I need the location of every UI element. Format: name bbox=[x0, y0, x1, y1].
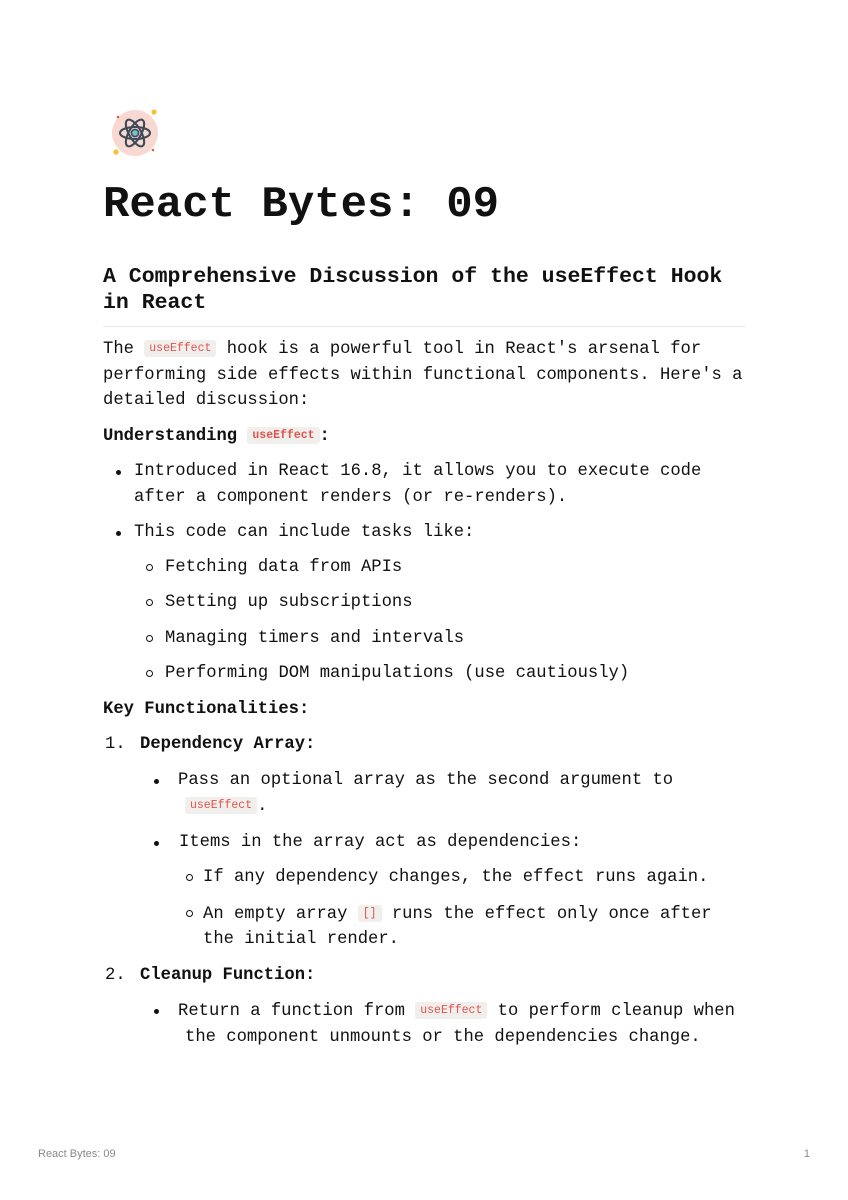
inline-code: useEffect bbox=[185, 797, 257, 814]
list-item-text: An empty array bbox=[203, 904, 358, 924]
tasks-list bbox=[134, 555, 748, 687]
inline-code: useEffect bbox=[415, 1002, 487, 1019]
list-item-text: runs the effect only once after the initial render. bbox=[203, 904, 712, 949]
divider bbox=[103, 326, 746, 327]
key-functionalities-list bbox=[103, 732, 748, 1050]
list-item-text: Return a function from bbox=[178, 1002, 416, 1021]
list-item bbox=[164, 830, 748, 953]
document-body bbox=[103, 336, 748, 1060]
inline-code: [] bbox=[358, 905, 382, 922]
intro-paragraph bbox=[103, 336, 748, 414]
inline-code: useEffect bbox=[144, 340, 216, 357]
sub-list bbox=[164, 998, 748, 1050]
list-item-text: Introduced in React 16.8, it allows you to execute code after a component renders (or re-renders). bbox=[134, 462, 702, 507]
list-item-text: Items in the array act as dependencies: bbox=[179, 832, 582, 852]
item-title: Cleanup Function: bbox=[140, 965, 316, 985]
list-item-text: to perform cleanup when the component unmounts or the dependencies change. bbox=[185, 1002, 735, 1047]
page-subtitle: A Comprehensive Discussion of the useEffect Hook in React bbox=[103, 265, 723, 315]
understanding-list bbox=[103, 459, 748, 687]
intro-text: hook is a powerful tool in React's arsenal for performing side effects within functional components. Here's a detailed discussion: bbox=[103, 340, 743, 410]
sub-sub-list bbox=[196, 865, 748, 953]
list-item: Fetching data from APIs bbox=[134, 555, 748, 581]
list-item bbox=[103, 459, 748, 510]
list-item bbox=[164, 768, 748, 820]
list-item bbox=[164, 998, 748, 1050]
footer-doc-title: React Bytes: 09 bbox=[38, 1148, 116, 1160]
section-heading-understanding bbox=[103, 423, 748, 450]
list-item: Setting up subscriptions bbox=[134, 590, 748, 616]
list-item: Managing timers and intervals bbox=[134, 626, 748, 652]
page-title: React Bytes: 09 bbox=[103, 180, 500, 230]
item-number: 2. bbox=[105, 965, 126, 985]
list-item-text: This code can include tasks like: bbox=[134, 523, 475, 542]
section-heading-key: Key Functionalities: bbox=[103, 699, 310, 719]
list-item-text: Pass an optional array as the second argument to bbox=[178, 770, 674, 790]
react-atom-icon bbox=[108, 106, 162, 160]
list-item bbox=[103, 520, 748, 687]
item-number: 1. bbox=[105, 735, 126, 754]
list-item-text: . bbox=[257, 797, 268, 816]
list-item: If any dependency changes, the effect runs again. bbox=[196, 865, 748, 891]
heading-text: : bbox=[319, 426, 330, 446]
sub-list bbox=[164, 768, 748, 953]
intro-text: The bbox=[103, 340, 145, 359]
list-item: Performing DOM manipulations (use cautiously) bbox=[134, 661, 748, 687]
inline-code: useEffect bbox=[247, 427, 319, 444]
page-number: 1 bbox=[803, 1148, 810, 1160]
list-item bbox=[196, 901, 748, 953]
heading-text: Understanding bbox=[103, 426, 248, 446]
item-title: Dependency Array: bbox=[140, 735, 316, 754]
numbered-item bbox=[103, 732, 748, 953]
numbered-item bbox=[103, 963, 748, 1051]
